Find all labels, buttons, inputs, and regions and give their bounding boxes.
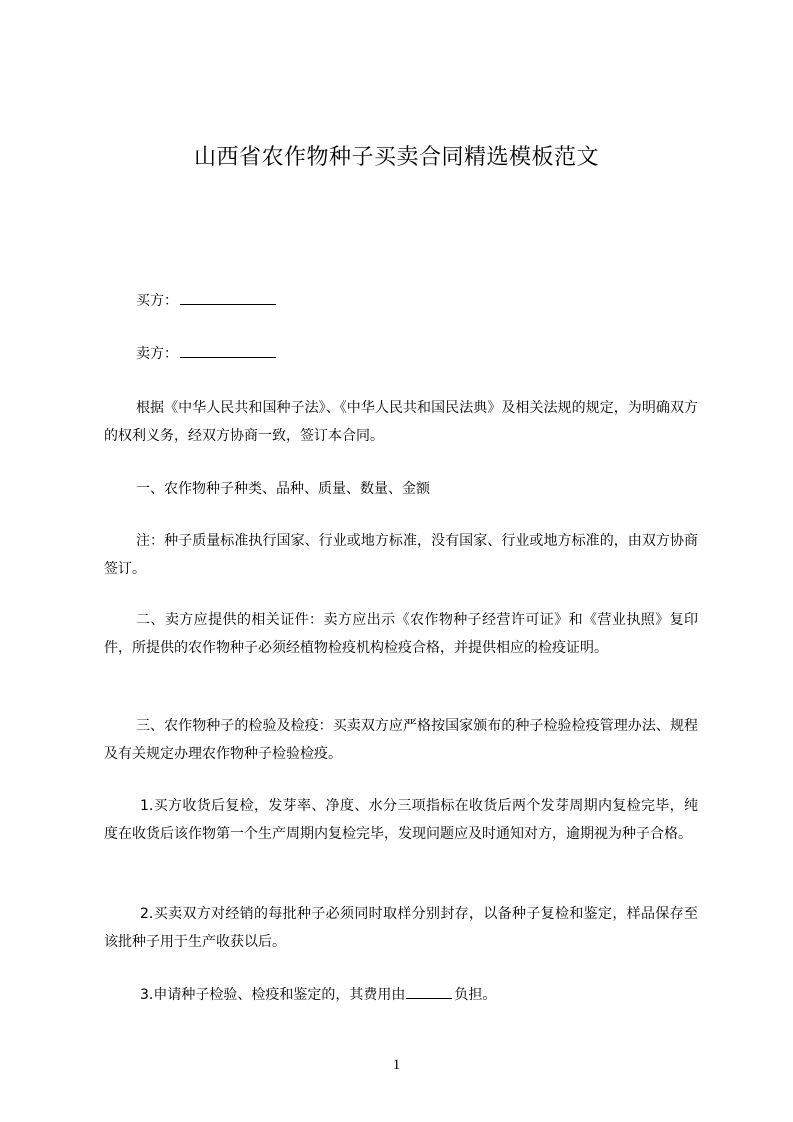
buyer-line: [104, 287, 698, 315]
seller-label: 卖方：: [136, 346, 178, 362]
quality-note: 注：种子质量标准执行国家、行业或地方标准，没有国家、行业或地方标准的，由双方协商签订。: [104, 533, 698, 577]
section1-heading: 一、农作物种子种类、品种、质量、数量、金额: [136, 481, 430, 497]
buyer-label: 买方：: [136, 293, 178, 309]
buyer-blank: [180, 290, 276, 305]
item2-paragraph: 2.买卖双方对经销的每批种子必须同时取样分别封存，以备种子复检和鉴定，样品保存至该批种子用于生产收获以后。: [104, 906, 698, 950]
seller-line: [104, 340, 698, 368]
fee-blank: [406, 984, 452, 999]
seller-blank: [180, 343, 276, 358]
intro-paragraph: 根据《中华人民共和国种子法》、《中华人民共和国民法典》及相关法规的规定，为明确双方的权利义务，经双方协商一致，签订本合同。: [104, 400, 698, 444]
item3-paragraph: [104, 981, 698, 1009]
document-title: 山西省农作物种子买卖合同精选模板范文: [193, 145, 599, 170]
item3-prefix: 3.申请种子检验、检疫和鉴定的，其费用由: [140, 987, 406, 1003]
page-number: 1: [392, 1057, 401, 1073]
item3-suffix: 负担。: [454, 987, 497, 1003]
section3-paragraph: 三、农作物种子的检验及检疫：买卖双方应严格按国家颁布的种子检验检疫管理办法、规程及有关规定办理农作物种子检验检疫。: [104, 718, 698, 762]
item1-paragraph: 1.买方收货后复检，发芽率、净度、水分三项指标在收货后两个发芽周期内复检完毕，纯度在收货后该作物第一个生产周期内复检完毕，发现问题应及时通知对方，逾期视为种子合格。: [104, 798, 698, 842]
section2-paragraph: 二、卖方应提供的相关证件：卖方应出示《农作物种子经营许可证》和《营业执照》复印件，所提供的农作物种子必须经植物检疫机构检疫合格，并提供相应的检疫证明。: [104, 612, 698, 656]
